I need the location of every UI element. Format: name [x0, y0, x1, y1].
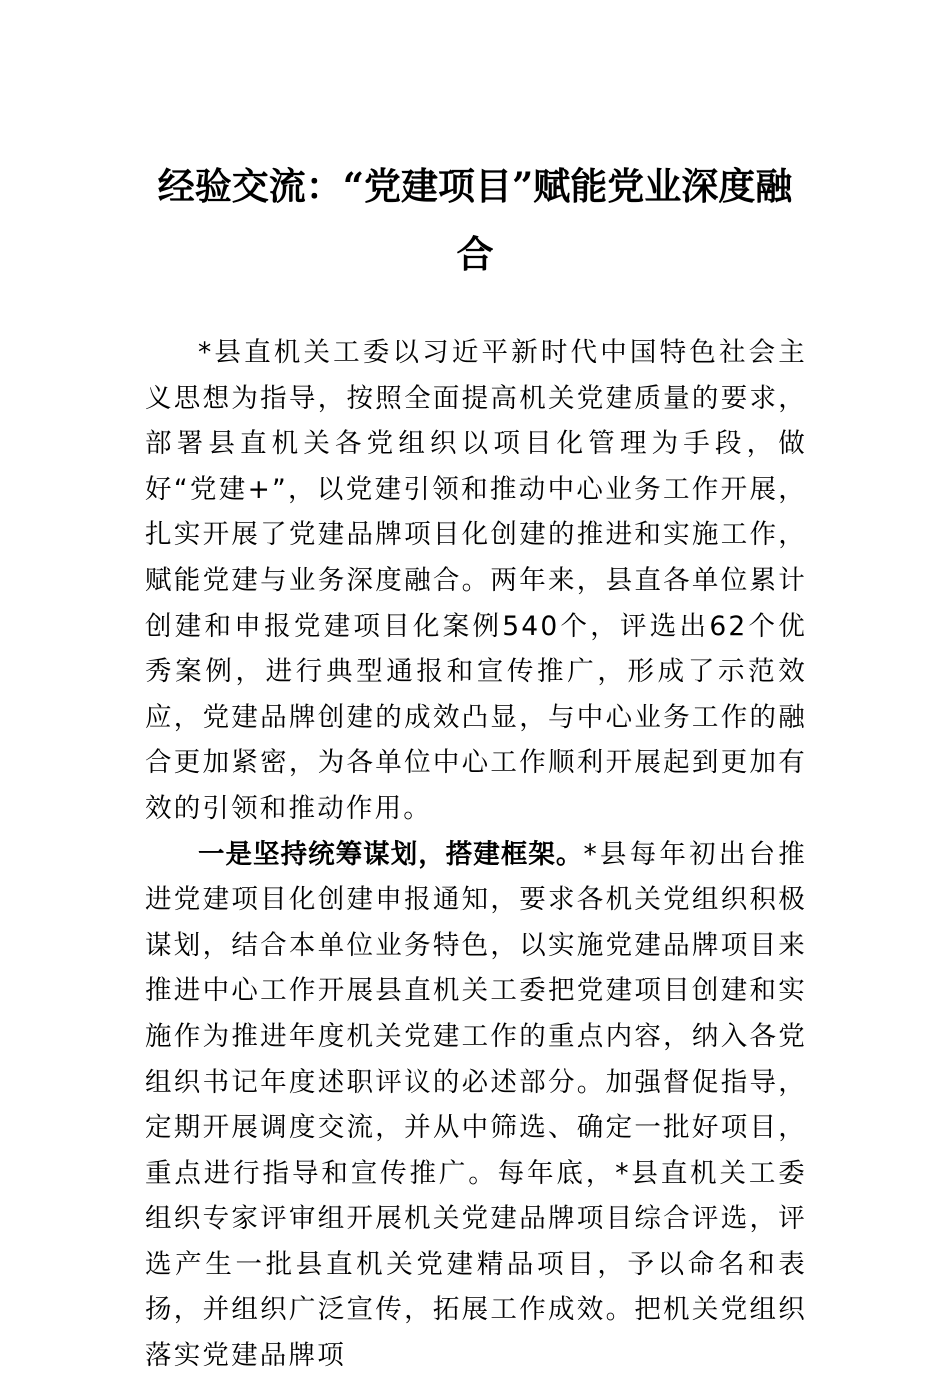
document-body — [145, 330, 807, 1379]
paragraph-text: *县每年初出台推进党建项目化创建申报通知，要求各机关党组织积极谋划，结合本单位业务特色，以实施党建品牌项目来推进中心工作开展县直机关工委把党建项目创建和实施作为推进年度机关党建工作的重点内容，纳入各党组织书记年度述职评议的必述部分。加强督促指导，定期开展调度交流，并从中筛选、确定一批好项目，重点进行指导和宣传推广。每年底，*县直机关工委组织专家评审组开展机关党建品牌项目综合评选，评选产生一批县直机关党建精品项目，予以命名和表扬，并组织广泛宣传，拓展工作成效。把机关党组织落实党建品牌项 — [145, 838, 808, 1372]
document-title: 经验交流：“党建项目”赋能党业深度融合 — [157, 164, 793, 276]
paragraph-text: *县直机关工委以习近平新时代中国特色社会主义思想为指导，按照全面提高机关党建质量的要求，部署县直机关各党组织以项目化管理为手段，做好“党建+”，以党建引领和推动中心业务工作开展，扎实开展了党建品牌项目化创建的推进和实施工作，赋能党建与业务深度融合。两年来，县直各单位累计创建和申报党建项目化案例540个，评选出62个优秀案例，进行典型通报和宣传推广，形成了示范效应，党建品牌创建的成效凸显，与中心业务工作的融合更加紧密，为各单位中心工作顺利开展起到更加有效的引领和推动作用。 — [145, 337, 807, 824]
paragraph-point-one — [145, 832, 807, 1379]
paragraph-lead-heading: 一是坚持统筹谋划，搭建框架。 — [198, 838, 584, 870]
paragraph-intro — [145, 330, 807, 832]
